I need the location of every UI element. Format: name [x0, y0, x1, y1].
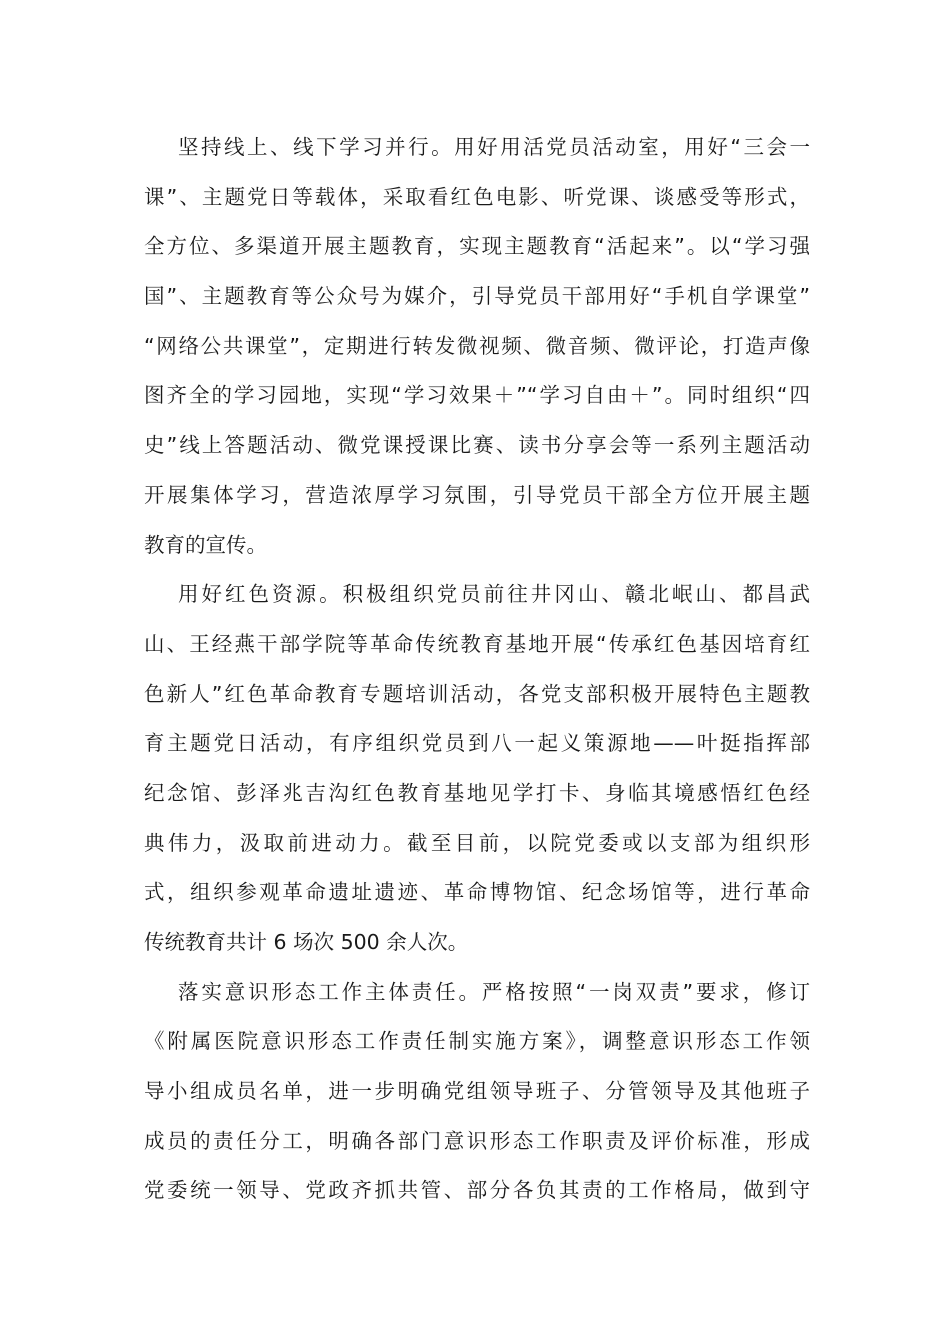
paragraph-line: 典伟力，汲取前进动力。截至目前，以院党委或以支部为组织形 — [144, 830, 810, 855]
paragraph-line: 开展集体学习，营造浓厚学习氛围，引导党员干部全方位开展主题 — [144, 482, 810, 507]
paragraph-line: 《附属医院意识形态工作责任制实施方案》，调整意识形态工作领 — [144, 1029, 810, 1054]
paragraph-line: 落实意识形态工作主体责任。严格按照“一岗双责”要求，修订 — [178, 979, 810, 1004]
paragraph-line: 教育的宣传。 — [144, 532, 267, 557]
paragraph-line: 育主题党日活动，有序组织党员到八一起义策源地——叶挺指挥部 — [144, 731, 810, 756]
paragraph-line: “网络公共课堂”，定期进行转发微视频、微音频、微评论，打造声像 — [144, 333, 810, 358]
paragraph-online-offline-learning — [144, 123, 810, 570]
paragraph-line: 党委统一领导、党政齐抓共管、部分各负其责的工作格局，做到守 — [144, 1178, 810, 1203]
paragraph-line: 导小组成员名单，进一步明确党组领导班子、分管领导及其他班子 — [144, 1079, 810, 1104]
paragraph-line: 式，组织参观革命遗址遗迹、革命博物馆、纪念场馆等，进行革命 — [144, 880, 810, 905]
paragraph-line: 成员的责任分工，明确各部门意识形态工作职责及评价标准，形成 — [144, 1128, 810, 1153]
body-text — [144, 123, 810, 1216]
paragraph-red-resources — [144, 570, 810, 968]
paragraph-line: 用好红色资源。积极组织党员前往井冈山、赣北岷山、都昌武 — [178, 582, 810, 607]
paragraph-line: 色新人”红色革命教育专题培训活动，各党支部积极开展特色主题教 — [144, 681, 810, 706]
paragraph-line: 史”线上答题活动、微党课授课比赛、读书分享会等一系列主题活动 — [144, 433, 810, 458]
paragraph-line: 全方位、多渠道开展主题教育，实现主题教育“活起来”。以“学习强 — [144, 234, 810, 259]
paragraph-line: 坚持线上、线下学习并行。用好用活党员活动室，用好“三会一 — [178, 135, 810, 159]
paragraph-ideology-responsibility — [144, 968, 810, 1216]
paragraph-line: 课”、主题党日等载体，采取看红色电影、听党课、谈感受等形式， — [144, 184, 810, 209]
paragraph-line: 纪念馆、彭泽兆吉沟红色教育基地见学打卡、身临其境感悟红色经 — [144, 780, 810, 805]
paragraph-line: 传统教育共计 6 场次 500 余人次。 — [144, 930, 469, 954]
paragraph-line: 山、王经燕干部学院等革命传统教育基地开展“传承红色基因培育红 — [144, 631, 810, 656]
paragraph-line: 国”、主题教育等公众号为媒介，引导党员干部用好“手机自学课堂” — [144, 284, 810, 309]
paragraph-line: 图齐全的学习园地，实现“学习效果＋”“学习自由＋”。同时组织“四 — [144, 383, 810, 408]
